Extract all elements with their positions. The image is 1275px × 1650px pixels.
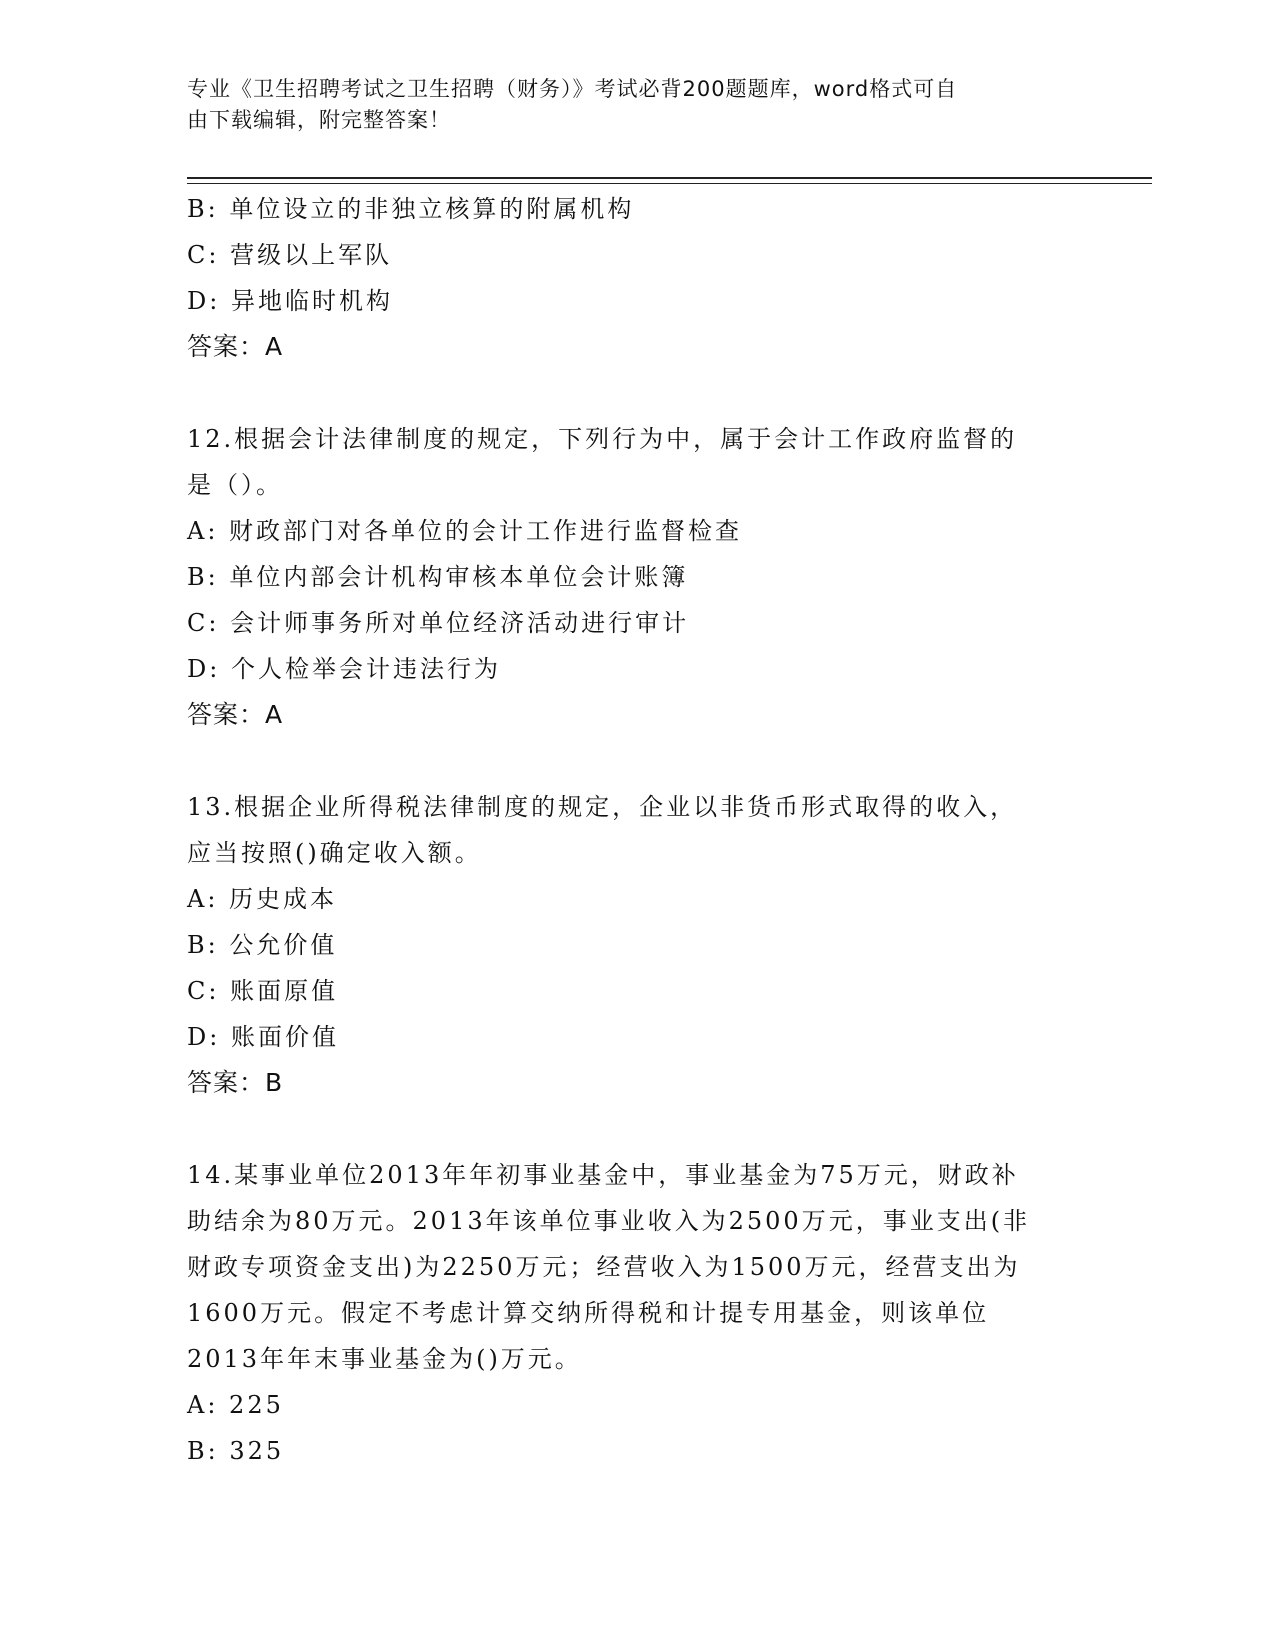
answer: 答案：B — [187, 1068, 284, 1097]
option-a: A: 历史成本 — [187, 885, 338, 913]
header-line-1: 专业《卫生招聘考试之卫生招聘（财务）》考试必背200题题库，word格式可自 — [187, 77, 958, 101]
answer: 答案：A — [187, 332, 284, 361]
question-stem: 2013年年末事业基金为()万元。 — [187, 1345, 582, 1373]
question-gap — [187, 738, 1087, 784]
option-d: D: 账面价值 — [187, 1023, 339, 1051]
option-a: A: 财政部门对各单位的会计工作进行监督检查 — [187, 517, 743, 545]
option-d: D: 异地临时机构 — [187, 287, 393, 315]
option-c: C: 账面原值 — [187, 977, 339, 1005]
option-c: C: 营级以上军队 — [187, 241, 393, 269]
question-stem: 1600万元。假定不考虑计算交纳所得税和计提专用基金，则该单位 — [187, 1299, 990, 1327]
option-a: A: 225 — [187, 1391, 284, 1419]
answer: 答案：A — [187, 700, 284, 729]
question-stem: 财政专项资金支出)为2250万元；经营收入为1500万元，经营支出为 — [187, 1253, 1021, 1281]
question-13 — [187, 784, 1087, 1106]
question-gap — [187, 370, 1087, 416]
question-stem: 应当按照()确定收入额。 — [187, 839, 482, 867]
header-divider — [187, 177, 1152, 184]
question-stem: 14.某事业单位2013年年初事业基金中，事业基金为75万元，财政补 — [187, 1161, 1019, 1189]
option-b: B: 单位设立的非独立核算的附属机构 — [187, 195, 635, 223]
question-12 — [187, 416, 1087, 738]
question-list — [187, 186, 1087, 1474]
document-header — [187, 74, 1067, 136]
option-b: B: 325 — [187, 1437, 285, 1465]
option-b: B: 公允价值 — [187, 931, 338, 959]
option-b: B: 单位内部会计机构审核本单位会计账簿 — [187, 563, 689, 591]
question-stem: 是（）。 — [187, 471, 283, 499]
question-14 — [187, 1152, 1087, 1474]
question-stem: 助结余为80万元。2013年该单位事业收入为2500万元，事业支出(非 — [187, 1207, 1031, 1235]
question-stem: 13.根据企业所得税法律制度的规定，企业以非货币形式取得的收入， — [187, 793, 1018, 821]
option-c: C: 会计师事务所对单位经济活动进行审计 — [187, 609, 690, 637]
option-d: D: 个人检举会计违法行为 — [187, 655, 501, 683]
question-gap — [187, 1106, 1087, 1152]
question-stem: 12.根据会计法律制度的规定，下列行为中，属于会计工作政府监督的 — [187, 425, 1018, 453]
question-11-tail — [187, 186, 1087, 370]
header-line-2: 由下载编辑，附完整答案！ — [187, 108, 451, 132]
